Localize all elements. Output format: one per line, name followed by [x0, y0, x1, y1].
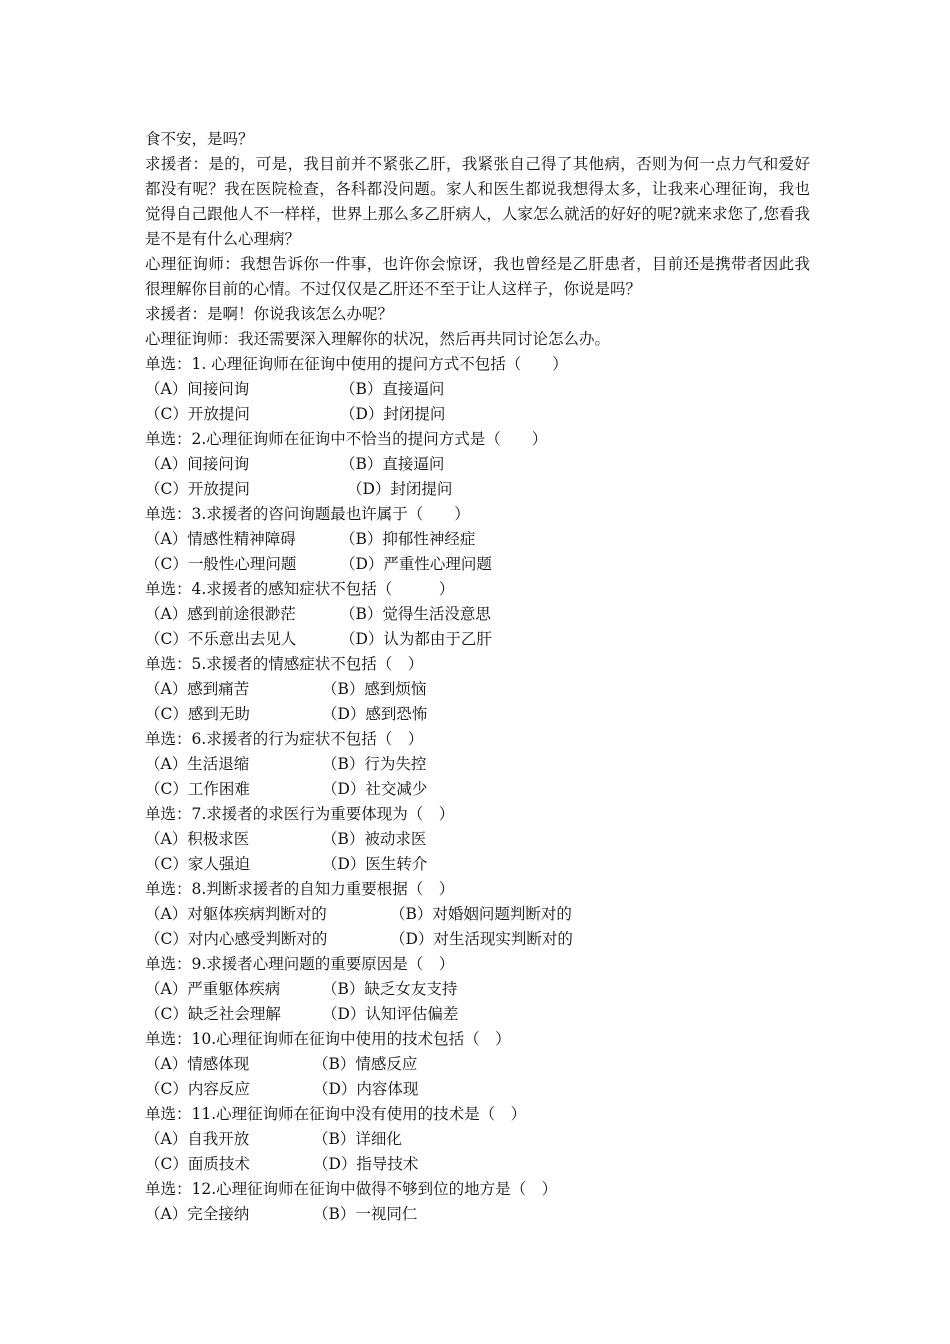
- answer-option[interactable]: （C）感到无助: [145, 705, 250, 723]
- question-8: [145, 877, 810, 952]
- answer-option[interactable]: （B）行为失控: [322, 755, 427, 773]
- option-row: [145, 477, 810, 502]
- answer-option[interactable]: （A）积极求医: [145, 830, 250, 848]
- question-stem: 单选：6.求援者的行为症状不包括（ ）: [145, 730, 424, 748]
- option-row: [145, 977, 810, 1002]
- answer-option[interactable]: （A）生活退缩: [145, 755, 250, 773]
- question-stem: 单选：4.求援者的感知症状不包括（ ）: [145, 580, 455, 598]
- answer-option[interactable]: （C）家人强迫: [145, 855, 250, 873]
- option-row: [145, 402, 810, 427]
- question-1: [145, 352, 810, 427]
- question-12: [145, 1177, 810, 1227]
- dialogue-line: 求援者：是的，可是，我目前并不紧张乙肝，我紧张自己得了其他病，否则为何一点力气和爱好都没有呢？我在医院检查，各科都没问题。家人和医生都说我想得太多，让我来心理征询，我也觉得自己跟他人不一样样，世界上那么多乙肝病人，人家怎么就活的好好的呢?就来求您了,您看我是不是有什么心理病？: [145, 155, 810, 248]
- option-row: [145, 1127, 810, 1152]
- answer-option[interactable]: （B）直接逼问: [340, 380, 445, 398]
- dialogue-line: 求援者：是啊！你说我该怎么办呢？: [145, 305, 394, 323]
- question-stem: 单选：2.心理征询师在征询中不恰当的提问方式是（ ）: [145, 430, 548, 448]
- answer-option[interactable]: （B）对婚姻问题判断对的: [390, 905, 572, 923]
- answer-option[interactable]: （C）不乐意出去见人: [145, 630, 297, 648]
- answer-option[interactable]: （B）缺乏女友支持: [322, 980, 458, 998]
- dialogue-line: 心理征询师：我还需要深入理解你的状况，然后再共同讨论怎么办。: [145, 330, 611, 348]
- answer-option[interactable]: （D）感到恐怖: [322, 705, 428, 723]
- question-5: [145, 652, 810, 727]
- answer-option[interactable]: （D）认知评估偏差: [322, 1005, 459, 1023]
- option-row: [145, 627, 810, 652]
- answer-option[interactable]: （C）缺乏社会理解: [145, 1005, 281, 1023]
- question-stem: 单选：10.心理征询师在征询中使用的技术包括（ ）: [145, 1030, 511, 1048]
- answer-option[interactable]: （A）对躯体疾病判断对的: [145, 905, 327, 923]
- answer-option[interactable]: （A）间接问询: [145, 455, 250, 473]
- document-body: [145, 127, 810, 1227]
- option-row: [145, 927, 810, 952]
- answer-option[interactable]: （A）间接问询: [145, 380, 250, 398]
- answer-option[interactable]: （D）封闭提问: [347, 480, 453, 498]
- question-3: [145, 502, 810, 577]
- dialogue-line: 心理征询师：我想告诉你一件事，也许你会惊讶，我也曾经是乙肝患者，目前还是携带者因此我很理解你目前的心情。不过仅仅是乙肝还不至于让人这样子，你说是吗？: [145, 255, 810, 298]
- question-stem: 单选：9.求援者心理问题的重要原因是（ ）: [145, 955, 455, 973]
- option-row: [145, 552, 810, 577]
- question-4: [145, 577, 810, 652]
- answer-option[interactable]: （B）抑郁性神经症: [340, 530, 476, 548]
- answer-option[interactable]: （B）详细化: [313, 1130, 402, 1148]
- option-row: [145, 1052, 810, 1077]
- dialogue-line: 食不安，是吗？: [145, 130, 254, 148]
- answer-option[interactable]: （C）开放提问: [145, 480, 250, 498]
- answer-option[interactable]: （A）自我开放: [145, 1130, 250, 1148]
- option-row: [145, 777, 810, 802]
- option-row: [145, 702, 810, 727]
- question-stem: 单选：11.心理征询师在征询中没有使用的技术是（ ）: [145, 1105, 527, 1123]
- question-7: [145, 802, 810, 877]
- question-6: [145, 727, 810, 802]
- answer-option[interactable]: （C）内容反应: [145, 1080, 250, 1098]
- question-stem: 单选：7.求援者的求医行为重要体现为（ ）: [145, 805, 455, 823]
- answer-option[interactable]: （D）医生转介: [322, 855, 428, 873]
- answer-option[interactable]: （A）情感性精神障碍: [145, 530, 296, 548]
- answer-option[interactable]: （A）感到前途很渺茫: [145, 605, 296, 623]
- answer-option[interactable]: （D）对生活现实判断对的: [390, 930, 573, 948]
- question-10: [145, 1027, 810, 1102]
- question-9: [145, 952, 810, 1027]
- question-stem: 单选：8.判断求援者的自知力重要根据（ ）: [145, 880, 455, 898]
- answer-option[interactable]: （B）被动求医: [322, 830, 427, 848]
- option-row: [145, 1002, 810, 1027]
- question-11: [145, 1102, 810, 1177]
- option-row: [145, 602, 810, 627]
- answer-option[interactable]: （D）严重性心理问题: [340, 555, 492, 573]
- option-row: [145, 452, 810, 477]
- question-stem: 单选：3.求援者的咨问询题最也许属于（ ）: [145, 505, 470, 523]
- option-row: [145, 902, 810, 927]
- option-row: [145, 527, 810, 552]
- answer-option[interactable]: （D）社交减少: [322, 780, 428, 798]
- answer-option[interactable]: （C）对内心感受判断对的: [145, 930, 328, 948]
- answer-option[interactable]: （B）一视同仁: [313, 1205, 418, 1223]
- answer-option[interactable]: （B）情感反应: [313, 1055, 418, 1073]
- option-row: [145, 377, 810, 402]
- question-stem: 单选：5.求援者的情感症状不包括（ ）: [145, 655, 424, 673]
- answer-option[interactable]: （D）认为都由于乙肝: [340, 630, 492, 648]
- answer-option[interactable]: （B）直接逼问: [340, 455, 445, 473]
- option-row: [145, 752, 810, 777]
- answer-option[interactable]: （B）感到烦恼: [322, 680, 427, 698]
- question-stem: 单选：12.心理征询师在征询中做得不够到位的地方是（ ）: [145, 1180, 558, 1198]
- answer-option[interactable]: （D）封闭提问: [340, 405, 446, 423]
- option-row: [145, 852, 810, 877]
- answer-option[interactable]: （A）感到痛苦: [145, 680, 250, 698]
- answer-option[interactable]: （D）指导技术: [313, 1155, 419, 1173]
- answer-option[interactable]: （A）情感体现: [145, 1055, 250, 1073]
- answer-option[interactable]: （C）一般性心理问题: [145, 555, 297, 573]
- question-list: [145, 352, 810, 1227]
- answer-option[interactable]: （C）开放提问: [145, 405, 250, 423]
- question-stem: 单选：1. 心理征询师在征询中使用的提问方式不包括（ ）: [145, 355, 568, 373]
- option-row: [145, 1202, 810, 1227]
- answer-option[interactable]: （C）面质技术: [145, 1155, 250, 1173]
- option-row: [145, 1077, 810, 1102]
- option-row: [145, 677, 810, 702]
- answer-option[interactable]: （B）觉得生活没意思: [340, 605, 491, 623]
- question-2: [145, 427, 810, 502]
- option-row: [145, 1152, 810, 1177]
- answer-option[interactable]: （D）内容体现: [313, 1080, 419, 1098]
- answer-option[interactable]: （A）完全接纳: [145, 1205, 250, 1223]
- answer-option[interactable]: （A）严重躯体疾病: [145, 980, 281, 998]
- option-row: [145, 827, 810, 852]
- answer-option[interactable]: （C）工作困难: [145, 780, 250, 798]
